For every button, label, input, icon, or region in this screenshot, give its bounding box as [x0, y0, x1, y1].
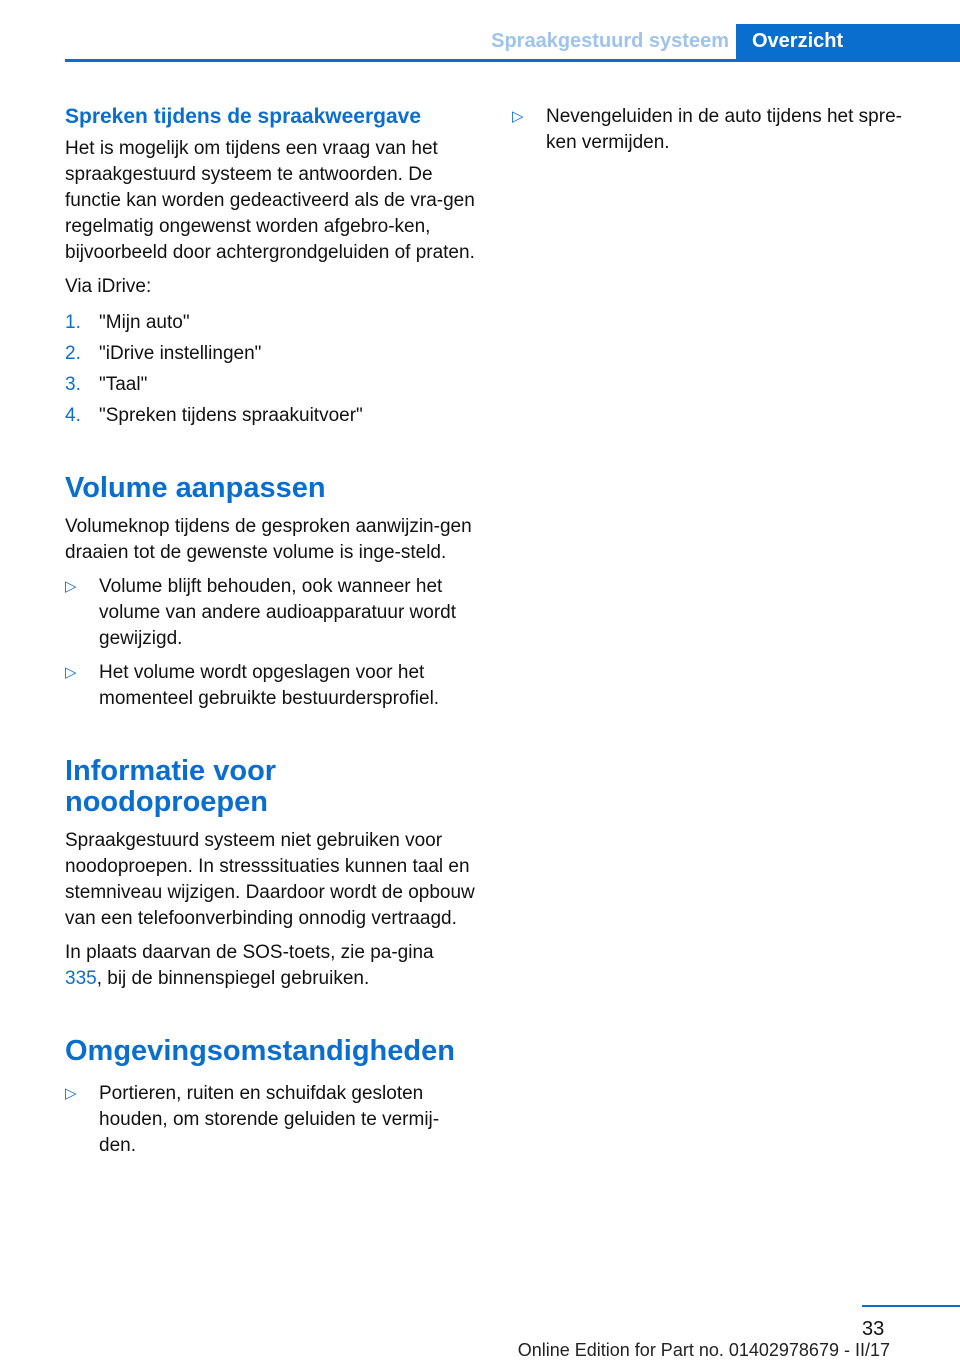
step-text: "Mijn auto" — [99, 312, 190, 333]
bullet-text: Nevengeluiden in de auto tijdens het spre-ken vermijden. — [546, 106, 902, 153]
intro-paragraph: Het is mogelijk om tijdens een vraag van het spraakgestuurd systeem te antwoorden. De functie kan worden gedeactiveerd als de vra-gen regelmatig ongewenst worden afgebro-ken, bijvoorbeeld door achtergrondgeluiden of praten. — [65, 138, 475, 263]
list-item — [65, 372, 475, 398]
triangle-bullet-icon: ▷ — [512, 108, 524, 125]
step-text: "iDrive instellingen" — [99, 343, 262, 364]
heading-volume: Volume aanpassen — [65, 472, 326, 504]
header-rule — [65, 59, 960, 62]
heading-line: Informatie voor — [65, 755, 277, 787]
heading-emergency — [65, 756, 475, 818]
heading-line: noodoproepen — [65, 786, 268, 818]
list-item — [512, 104, 922, 156]
bullet-text: Portieren, ruiten en schuifdak gesloten houden, om storende geluiden te vermij-den. — [99, 1083, 440, 1156]
step-text: "Taal" — [99, 374, 148, 395]
sos-text-before: In plaats daarvan de SOS-toets, zie pa-gina — [65, 942, 434, 963]
left-column — [65, 104, 475, 1167]
list-item — [65, 341, 475, 367]
bullet-text: Het volume wordt opgeslagen voor het momenteel gebruikte bestuurdersprofiel. — [99, 662, 440, 709]
bullet-text: Volume blijft behouden, ook wanneer het volume van andere audioapparatuur wordt gewijzigd. — [99, 576, 457, 649]
step-number: 3. — [65, 374, 81, 395]
page-number: 33 — [862, 1318, 885, 1340]
volume-bullets — [65, 574, 475, 712]
via-idrive-label: Via iDrive: — [65, 276, 152, 297]
step-number: 4. — [65, 405, 81, 426]
list-item — [65, 660, 475, 712]
list-item — [65, 310, 475, 336]
step-number: 2. — [65, 343, 81, 364]
heading-environment: Omgevingsomstandigheden — [65, 1035, 455, 1067]
emergency-paragraph: Spraakgestuurd systeem niet gebruiken voor noodoproepen. In stresssituaties kunnen taal en stemniveau wijzigen. Daardoor wordt de opbouw van een telefoonverbinding onnodig vertraagd. — [65, 830, 475, 929]
right-column — [512, 104, 922, 164]
list-item — [65, 574, 475, 652]
step-number: 1. — [65, 312, 81, 333]
triangle-bullet-icon: ▷ — [65, 664, 77, 681]
subheading-speaking: Spreken tijdens de spraakweergave — [65, 105, 422, 128]
page-reference-link[interactable]: 335 — [65, 968, 97, 989]
triangle-bullet-icon: ▷ — [65, 1085, 77, 1102]
sos-paragraph — [65, 940, 475, 992]
sos-text-after: , bij de binnenspiegel gebruiken. — [96, 968, 370, 989]
footer-rule — [862, 1305, 960, 1307]
right-bullets — [512, 104, 922, 156]
footer-edition: Online Edition for Part no. 01402978679 - II/17 — [517, 1340, 890, 1360]
header-chapter-label: Overzicht — [752, 30, 844, 52]
menu-steps-list — [65, 310, 475, 429]
volume-paragraph: Volumeknop tijdens de gesproken aanwijzin-gen draaien tot de gewenste volume is inge-steld. — [65, 516, 472, 563]
header-section-title: Spraakgestuurd systeem — [491, 30, 729, 52]
list-item — [65, 1081, 475, 1159]
step-text: "Spreken tijdens spraakuitvoer" — [99, 405, 363, 426]
header-chapter-tab — [736, 24, 960, 62]
environment-bullets — [65, 1081, 475, 1159]
list-item — [65, 403, 475, 429]
triangle-bullet-icon: ▷ — [65, 578, 77, 595]
